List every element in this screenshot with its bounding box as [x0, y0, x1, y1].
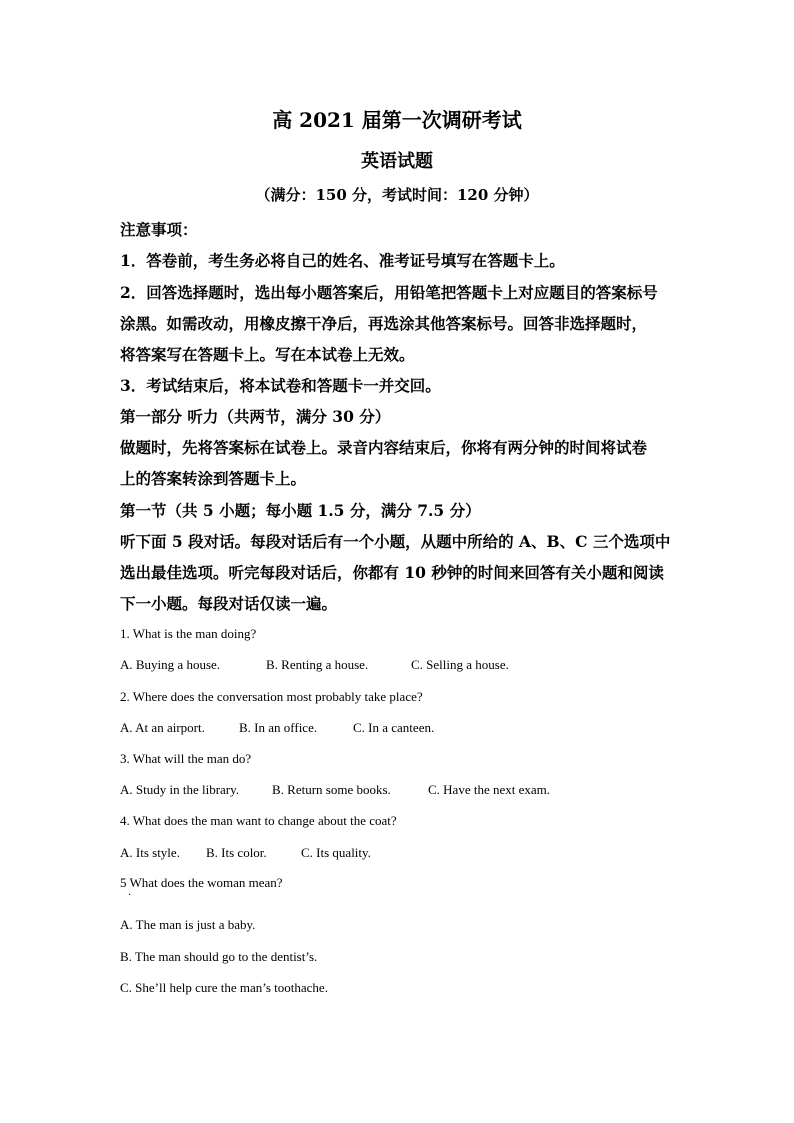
option-c: C. Selling a house.: [411, 657, 509, 672]
question-4: 4. What does the man want to change about the coat?: [120, 813, 397, 828]
question-3: 3. What will the man do?: [120, 751, 252, 766]
notes-heading: 注意事项：: [120, 220, 198, 239]
notes-line-3: 涂黑。如需改动，用橡皮擦干净后，再选涂其他答案标号。回答非选择题时，: [120, 314, 648, 333]
question-5-option-b: B. The man should go to the dentist’s.: [120, 949, 318, 964]
option-b: B. Its color.: [206, 845, 267, 860]
part1-heading: 第一部分 听力（共两节，满分 30 分）: [120, 407, 391, 426]
option-a: A. Its style.: [120, 845, 180, 860]
option-a: A. Study in the library.: [120, 782, 240, 797]
option-c: C. Its quality.: [301, 845, 371, 860]
question-1: 1. What is the man doing?: [120, 626, 257, 641]
question-2-options: [120, 720, 434, 736]
option-b: B. In an office.: [239, 720, 318, 735]
question-4-options: [120, 845, 371, 861]
question-5-option-c: C. She’ll help cure the man’s toothache.: [120, 980, 328, 995]
option-b: B. Return some books.: [272, 782, 391, 797]
option-a: A. Buying a house.: [120, 657, 221, 672]
part1-instruction-1: 做题时，先将答案标在试卷上。录音内容结束后，你将有两分钟的时间将试卷: [120, 438, 648, 457]
exam-subject: 英语试题: [361, 151, 433, 172]
option-c: C. In a canteen.: [353, 720, 435, 735]
option-b: B. Renting a house.: [266, 657, 369, 672]
exam-title: 高 2021 届第一次调研考试: [272, 108, 522, 132]
notes-line-2: 2．回答选择题时，选出每小题答案后，用铅笔把答题卡上对应题目的答案标号: [120, 283, 658, 302]
question-5: 5 What does the woman mean?: [120, 875, 283, 890]
section-instruction-2: 选出最佳选项。听完每段对话后，你都有 10 秒钟的时间来回答有关小题和阅读: [120, 563, 664, 582]
option-a: A. At an airport.: [120, 720, 205, 735]
exam-info: （满分：150 分，考试时间：120 分钟）: [255, 186, 539, 204]
section-heading: 第一节（共 5 小题；每小题 1.5 分，满分 7.5 分）: [120, 501, 481, 520]
notes-line-5: 3．考试结束后，将本试卷和答题卡一并交回。: [120, 376, 441, 395]
question-2: 2. Where does the conversation most probably take place?: [120, 689, 423, 704]
option-c: C. Have the next exam.: [428, 782, 551, 797]
question-5-option-a: A. The man is just a baby.: [120, 917, 256, 932]
section-instruction-3: 下一小题。每段对话仅读一遍。: [120, 594, 338, 613]
dot-mark: ·: [128, 890, 132, 901]
question-1-options: [120, 657, 509, 673]
section-instruction-1: 听下面 5 段对话。每段对话后有一个小题，从题中所给的 A、B、C 三个选项中: [120, 532, 671, 551]
notes-line-4: 将答案写在答题卡上。写在本试卷上无效。: [120, 345, 415, 364]
notes-line-1: 1．答卷前，考生务必将自己的姓名、准考证号填写在答题卡上。: [120, 251, 565, 270]
question-3-options: [120, 782, 550, 798]
part1-instruction-2: 上的答案转涂到答题卡上。: [120, 469, 307, 488]
